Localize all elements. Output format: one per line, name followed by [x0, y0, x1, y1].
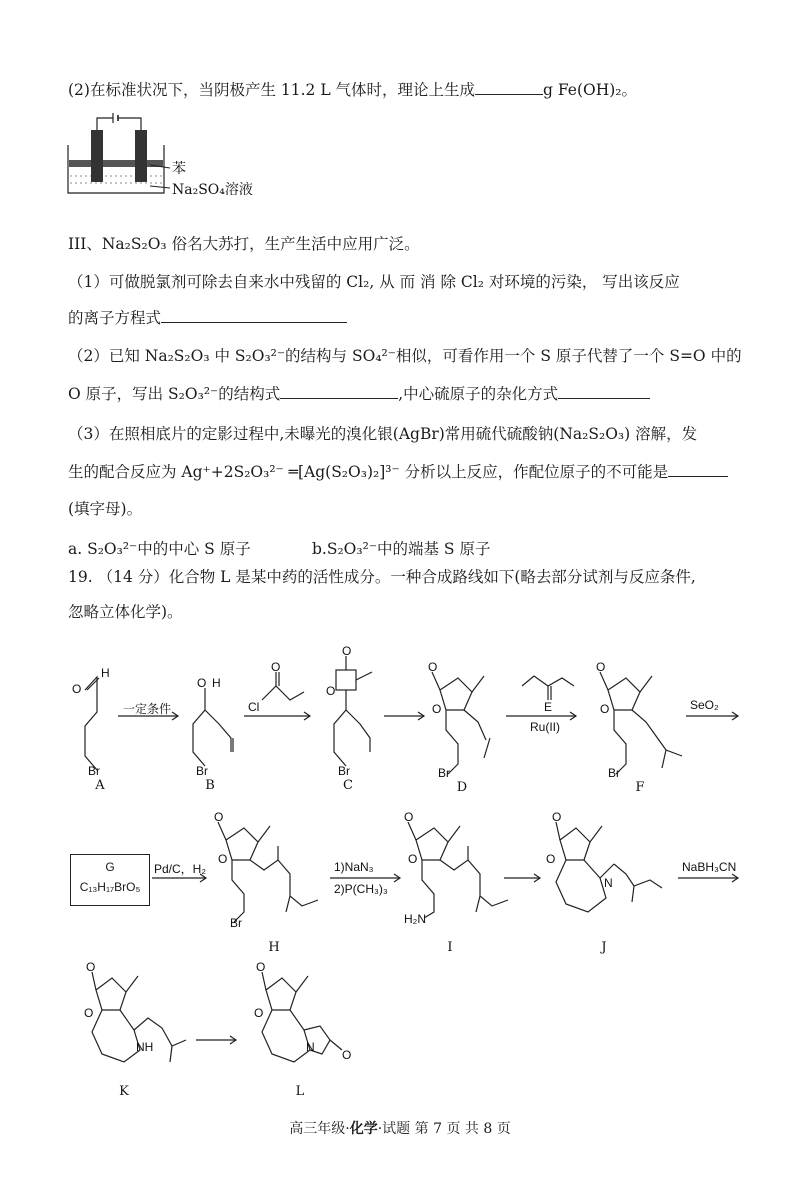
- atom-o-l2: O: [254, 1006, 264, 1020]
- atom-o-h: O: [214, 810, 224, 824]
- q19-line2: 忽略立体化学)。: [68, 603, 183, 621]
- atom-o-c: O: [342, 644, 352, 658]
- compound-d-ring: [440, 678, 472, 710]
- reagent-nabh3cn: NaBH₃CN: [682, 860, 737, 874]
- atom-o-d: O: [428, 660, 438, 674]
- part3-q3-line3: (填字母)。: [68, 500, 143, 518]
- compound-j-ring: [560, 828, 590, 860]
- label-d: D: [456, 780, 468, 795]
- atom-o-l: O: [256, 960, 266, 974]
- label-h: H: [268, 940, 280, 955]
- page-footer: 高三年级·化学·试题 第 7 页 共 8 页: [289, 1121, 511, 1137]
- q2-suffix: g Fe(OH)₂。: [543, 81, 638, 99]
- atom-o-b: O: [197, 676, 207, 690]
- atom-br-c: Br: [338, 764, 350, 778]
- atom-o-d2: O: [432, 702, 442, 716]
- part3-q1-line1: （1）可做脱氯剂可除去自来水中残留的 Cl₂, 从 而 消 除 Cl₂ 对环境的污染， 写出该反应: [68, 273, 680, 291]
- atom-h-a: H: [101, 666, 110, 680]
- atom-o-i: O: [404, 810, 414, 824]
- reagent-ru: Ru(II): [530, 720, 560, 734]
- label-i: I: [447, 940, 453, 955]
- atom-o-a: O: [72, 682, 82, 696]
- atom-n-l: N: [306, 1040, 315, 1054]
- atom-o-l3: O: [342, 1048, 352, 1062]
- atom-o-f: O: [596, 660, 606, 674]
- part3-q2-line1: （2）已知 Na₂S₂O₃ 中 S₂O₃²⁻的结构与 SO₄²⁻相似，可看作用一个 S 原子代替了一个 S=O 中的: [68, 347, 742, 365]
- part3-q3-line2: 生的配合反应为 Ag⁺+2S₂O₃²⁻ ═[Ag(S₂O₃)₂]³⁻ 分析以上反应，作配位原子的不可能是: [68, 460, 728, 482]
- atom-h-b: H: [212, 676, 221, 690]
- label-f: F: [635, 780, 645, 795]
- reagent-e: E: [544, 700, 553, 714]
- option-b: b.S₂O₃²⁻中的端基 S 原子: [312, 540, 491, 558]
- compound-g-box: G C₁₃H₁₇BrO₅: [70, 854, 150, 906]
- atom-o-c2: O: [326, 684, 336, 698]
- atom-o-i2: O: [408, 852, 418, 866]
- reagent-nan3: 1)NaN₃: [334, 860, 374, 874]
- compound-f-ring: [608, 678, 640, 710]
- atom-br-b: Br: [196, 764, 208, 778]
- compound-b-structure: [193, 688, 205, 766]
- atom-h2n-i: H₂N: [404, 912, 426, 926]
- compound-c-ring: [336, 670, 356, 690]
- q19-line1: 19. （14 分）化合物 L 是某中药的活性成分。一种合成路线如下(略去部分试剂与反应条件,: [68, 568, 696, 586]
- label-a: A: [95, 778, 105, 793]
- label-l: L: [295, 1084, 305, 1099]
- atom-o-k: O: [86, 960, 96, 974]
- atom-o-acyl: O: [271, 660, 281, 674]
- label-k: K: [119, 1084, 129, 1099]
- label-solution: Na₂SO₄溶液: [172, 182, 253, 198]
- compound-l-ring: [266, 978, 296, 1010]
- reagent-seo2: SeO₂: [690, 698, 719, 712]
- compound-h-ring: [226, 828, 258, 860]
- atom-br-f: Br: [608, 766, 620, 780]
- compound-a-structure: [85, 677, 97, 770]
- reagent-pme3: 2)P(CH₃)₃: [334, 882, 388, 896]
- atom-o-j2: O: [546, 852, 556, 866]
- label-c: C: [343, 778, 353, 793]
- atom-o-j: O: [552, 810, 562, 824]
- label-benzene: 苯: [172, 161, 186, 177]
- compound-k-ring: [96, 978, 126, 1010]
- part3-q3-line1: （3）在照相底片的定影过程中,未曝光的溴化银(AgBr)常用硫代硫酸钠(Na₂S₂O₃) 溶解，发: [68, 425, 698, 443]
- reagent-ab: 一定条件: [122, 702, 171, 716]
- compound-i-ring: [416, 828, 448, 860]
- q2-prefix: (2)在标准状况下，当阴极产生 11.2 L 气体时，理论上生成: [68, 81, 476, 99]
- atom-n-j: N: [604, 876, 613, 890]
- atom-nh-k: NH: [136, 1040, 154, 1054]
- atom-o-h2: O: [218, 852, 228, 866]
- atom-o-f2: O: [600, 702, 610, 716]
- reagent-pd: Pd/C，H₂: [154, 862, 207, 876]
- option-a: a. S₂O₃²⁻中的中心 S 原子: [68, 540, 251, 558]
- part3-title: III、Na₂S₂O₃ 俗名大苏打，生产生活中应用广泛。: [68, 235, 420, 253]
- atom-br-d: Br: [438, 766, 450, 780]
- reagent-cl: Cl: [248, 700, 260, 714]
- part3-q2-line2: O 原子，写出 S₂O₃²⁻的结构式 ,中心硫原子的杂化方式: [68, 382, 650, 404]
- atom-br-h: Br: [230, 916, 242, 930]
- atom-o-k2: O: [84, 1006, 94, 1020]
- label-j: J: [601, 940, 607, 955]
- label-b: B: [205, 778, 215, 793]
- part3-q1-line2: 的离子方程式: [68, 306, 347, 328]
- atom-br-a: Br: [88, 764, 100, 778]
